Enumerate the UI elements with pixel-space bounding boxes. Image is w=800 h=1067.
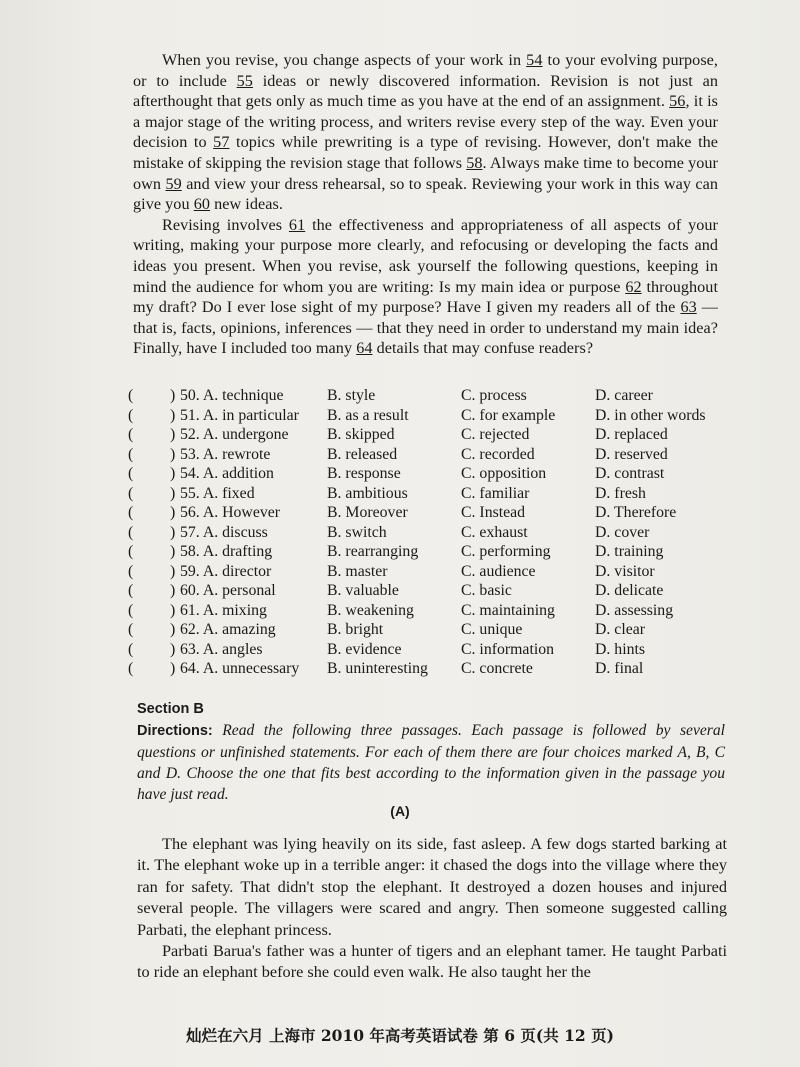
option-c: C. Instead [461, 504, 526, 521]
section-b-title: Section B [137, 701, 204, 717]
option-d: D. clear [595, 621, 645, 638]
option-row-56 [128, 504, 728, 524]
option-b: B. skipped [327, 426, 395, 443]
blank-60: 60 [193, 195, 210, 214]
blank-57: 57 [213, 133, 230, 152]
option-row-52 [128, 426, 728, 446]
option-c: C. concrete [461, 660, 533, 677]
option-a: 57. A. discuss [180, 523, 268, 541]
option-a: 56. A. However [180, 504, 281, 521]
answer-paren-open[interactable]: ( [128, 387, 134, 404]
option-c: C. rejected [461, 426, 530, 443]
option-c: C. exhaust [461, 523, 528, 541]
passage-a-label: (A) [390, 803, 410, 819]
answer-paren-close: ) [170, 484, 176, 502]
option-b: B. style [327, 387, 376, 404]
option-c: C. recorded [461, 445, 535, 463]
blank-55: 55 [236, 71, 253, 90]
option-d: D. hints [595, 640, 646, 658]
options-list [128, 387, 728, 680]
directions-label: Directions: [137, 723, 213, 739]
answer-paren-open[interactable]: ( [128, 504, 134, 521]
option-row-55 [128, 485, 728, 505]
answer-paren-close: ) [170, 582, 176, 599]
answer-paren-close: ) [170, 504, 176, 521]
option-d: D. replaced [595, 426, 668, 443]
option-a: 50. A. technique [180, 387, 284, 404]
cloze-paragraph-1: When you revise, you change aspects of your work in 54 to your evolving purpose, or to include 55 ideas or newly discovered information. Revision is not just an afterthought that gets only as much time as you have at the end of an assignment. 56, it is a major stage of the writing process, and writers revise every step of the way. Even your decision to 57 topics while prewriting is a type of revising. However, don't make the mistake of skipping the revision stage that follows 58. Always make time to become your own 59 and view your dress rehearsal, so to speak. Reviewing your work in this way can give you 60 new ideas. [133, 51, 719, 214]
option-row-57 [128, 524, 728, 544]
answer-paren-close: ) [170, 465, 176, 482]
blank-56: 56 [669, 92, 686, 111]
option-a: 55. A. fixed [180, 484, 255, 502]
answer-paren-open[interactable]: ( [128, 465, 134, 482]
option-b: B. rearranging [327, 543, 419, 560]
option-b: B. evidence [327, 640, 402, 658]
option-d: D. reserved [595, 445, 668, 463]
directions-text: Read the following three passages. Each passage is followed by several questions or unfinished statements. For each of them there are four choices marked A, B, C and D. Choose the one that fits best according to the information given in the passage you have just read. [137, 722, 725, 803]
option-row-53 [128, 446, 728, 466]
option-d: D. assessing [595, 601, 674, 619]
option-row-63 [128, 641, 728, 661]
answer-paren-close: ) [170, 445, 176, 463]
option-row-58 [128, 543, 728, 563]
option-d: D. fresh [595, 484, 646, 502]
option-a: 59. A. director [180, 562, 272, 580]
option-b: B. response [327, 465, 401, 482]
answer-paren-open[interactable]: ( [128, 660, 134, 677]
page-footer: 灿烂在六月 上海市 2010 年高考英语试卷 第 6 页(共 12 页) [186, 1026, 614, 1045]
option-b: B. ambitious [327, 484, 408, 502]
passage-a-paragraph-2: Parbati Barua's father was a hunter of tigers and an elephant tamer. He taught Parbati to ride an elephant before she could even walk. He also taught her the [137, 941, 727, 982]
option-b: B. released [327, 445, 398, 463]
answer-paren-close: ) [170, 543, 176, 560]
option-d: D. visitor [595, 562, 655, 580]
option-c: C. audience [461, 562, 536, 580]
option-d: D. cover [595, 523, 650, 541]
blank-62: 62 [625, 277, 642, 296]
answer-paren-open[interactable]: ( [128, 523, 134, 541]
option-a: 64. A. unnecessary [180, 660, 300, 677]
answer-paren-close: ) [170, 387, 176, 404]
option-d: D. career [595, 387, 653, 404]
blank-61: 61 [288, 215, 306, 234]
answer-paren-close: ) [170, 426, 176, 443]
cloze-passage [133, 50, 718, 359]
answer-paren-open[interactable]: ( [128, 601, 134, 619]
option-b: B. as a result [327, 406, 409, 424]
option-a: 52. A. undergone [180, 426, 289, 443]
option-d: D. training [595, 543, 664, 560]
blank-63: 63 [680, 298, 697, 317]
option-a: 61. A. mixing [180, 601, 267, 619]
option-a: 51. A. in particular [180, 406, 299, 424]
option-d: D. in other words [595, 406, 706, 424]
option-row-60 [128, 582, 728, 602]
option-c: C. unique [461, 621, 523, 638]
option-c: C. process [461, 387, 527, 404]
answer-paren-open[interactable]: ( [128, 426, 134, 443]
option-c: C. basic [461, 582, 512, 599]
answer-paren-open[interactable]: ( [128, 484, 134, 502]
cloze-paragraph-2: Revising involves 61 the effectiveness and appropriateness of all aspects of your writing, making your purpose more clearly, and refocusing or developing the facts and ideas you present. When you revise, ask yourself the following questions, keeping in mind the audience for whom you are writing: Is my main idea or purpose 62 throughout my draft? Do I ever lose sight of my purpose? Have I given my readers all of the 63 — that is, facts, opinions, inferences — that they need in order to understand my main idea? Finally, have I included too many 64 details that may confuse readers? [133, 215, 718, 358]
option-row-62 [128, 621, 728, 641]
option-d: D. delicate [595, 582, 664, 599]
option-a: 58. A. drafting [180, 543, 273, 560]
option-row-61 [128, 602, 728, 622]
answer-paren-open[interactable]: ( [128, 543, 134, 560]
option-row-54 [128, 465, 728, 485]
option-c: C. opposition [461, 465, 547, 482]
passage-a [137, 833, 727, 983]
option-b: B. valuable [327, 582, 399, 599]
option-c: C. maintaining [461, 601, 555, 619]
answer-paren-open[interactable]: ( [128, 445, 134, 463]
option-b: B. weakening [327, 601, 414, 619]
answer-paren-open[interactable]: ( [128, 406, 134, 424]
answer-paren-open[interactable]: ( [128, 582, 134, 599]
option-a: 53. A. rewrote [180, 445, 271, 463]
option-b: B. master [327, 562, 388, 580]
answer-paren-close: ) [170, 406, 176, 424]
answer-paren-close: ) [170, 601, 176, 619]
blank-64: 64 [356, 339, 373, 358]
answer-paren-open[interactable]: ( [128, 640, 134, 658]
blank-58: 58 [466, 153, 483, 172]
option-b: B. bright [327, 621, 384, 638]
answer-paren-open[interactable]: ( [128, 621, 134, 638]
option-c: C. information [461, 640, 555, 658]
option-b: B. Moreover [327, 504, 408, 521]
option-c: C. performing [461, 543, 551, 560]
answer-paren-open[interactable]: ( [128, 562, 134, 580]
answer-paren-close: ) [170, 660, 176, 677]
answer-paren-close: ) [170, 640, 176, 658]
answer-paren-close: ) [170, 562, 176, 580]
answer-paren-close: ) [170, 621, 176, 638]
option-row-59 [128, 563, 728, 583]
option-c: C. for example [461, 406, 556, 424]
option-c: C. familiar [461, 484, 530, 502]
passage-a-paragraph-1: The elephant was lying heavily on its side, fast asleep. A few dogs started barking at it. The elephant woke up in a terrible anger: it chased the dogs into the village where they ran for safety. That didn't stop the elephant. It destroyed a dozen houses and injured several people. The villagers were scared and angry. Then someone suggested calling Parbati, the elephant princess. [137, 834, 727, 939]
section-b-directions [137, 720, 725, 805]
option-d: D. Therefore [595, 504, 677, 521]
blank-54: 54 [526, 51, 543, 69]
option-d: D. final [595, 660, 644, 677]
option-a: 60. A. personal [180, 582, 276, 599]
option-row-64 [128, 660, 728, 680]
blank-59: 59 [165, 174, 182, 193]
option-row-51 [128, 407, 728, 427]
option-d: D. contrast [595, 465, 665, 482]
answer-paren-close: ) [170, 523, 176, 541]
option-b: B. switch [327, 523, 387, 541]
option-a: 54. A. addition [180, 465, 274, 482]
option-b: B. uninteresting [327, 660, 428, 677]
option-a: 62. A. amazing [180, 621, 276, 638]
option-row-50 [128, 387, 728, 407]
option-a: 63. A. angles [180, 640, 263, 658]
